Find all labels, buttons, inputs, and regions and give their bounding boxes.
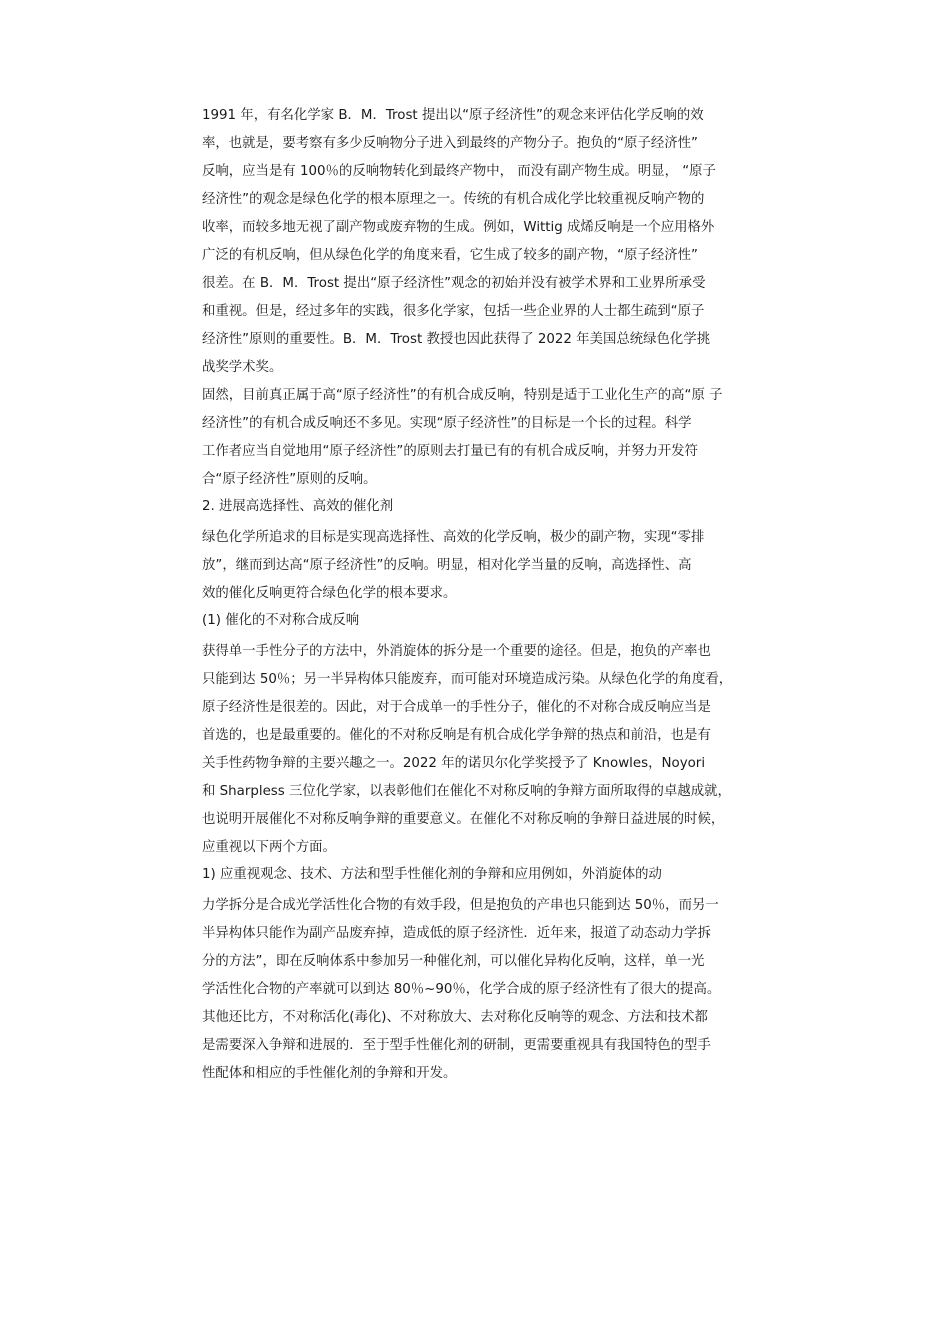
text-line: 性配体和相应的手性催化剂的争辩和开发。 (202, 1066, 457, 1081)
text-line: 力学拆分是合成光学活性化合物的有效手段，但是抱负的产串也只能到达 50％，而另一 (202, 898, 719, 913)
text-line: 放”，继而到达高“原子经济性”的反响。明显，相对化学当量的反响，高选择性、高 (202, 558, 692, 573)
list-item-heading-text: 1) 应重视观念、技术、方法和型手性催化剂的争辩和应用例如，外消旋体的动 (202, 867, 662, 882)
text-line: 绿色化学所追求的目标是实现高选择性、高效的化学反响，极少的副产物，实现“零排 (202, 530, 705, 545)
text-line: 率，也就是，要考察有多少反响物分子进入到最终的产物分子。抱负的“原子经济性” (202, 136, 698, 151)
text-line: 合“原子经济性”原则的反响。 (202, 472, 377, 487)
text-line: 经济性”的有机合成反响还不多见。实现“原子经济性”的目标是一个长的过程。科学 (202, 416, 692, 431)
text-line: 分的方法”，即在反响体系中参加另一种催化剂，可以催化异构化反响，这样，单一光 (202, 954, 705, 969)
text-line: 获得单一手性分子的方法中，外消旋体的拆分是一个重要的途径。但是，抱负的产率也 (202, 644, 711, 659)
section-heading-text: 2. 进展高选择性、高效的催化剂 (202, 499, 394, 514)
text-line: 学活性化合物的产率就可以到达 80％~90％，化学合成的原子经济性有了很大的提高。 (202, 982, 721, 997)
text-line: 也说明开展催化不对称反响争辩的重要意义。在催化不对称反响的争辩日益进展的时候， (202, 812, 725, 827)
text-line: 工作者应当自觉地用“原子经济性”的原则去打量已有的有机合成反响，并努力开发符 (202, 444, 698, 459)
text-line: 半异构体只能作为副产品废弃掉，造成低的原子经济性．近年来，报道了动态动力学拆 (202, 926, 711, 941)
text-line: 是需要深入争辩和进展的．至于型手性催化剂的研制，更需要重视具有我国特色的型手 (202, 1038, 711, 1053)
paragraph-atom-economy-status (202, 382, 758, 494)
text-line: 效的催化反响更符合绿色化学的根本要求。 (202, 586, 457, 601)
text-line: 经济性”的观念是绿色化学的根本原理之一。传统的有机合成化学比较重视反响产物的 (202, 192, 705, 207)
paragraph-atom-economy-intro (202, 102, 758, 382)
text-line: 收率，而较多地无视了副产物或废弃物的生成。例如，Wittig 成烯反响是一个应用格外 (202, 220, 715, 235)
text-line: 经济性”原则的重要性。B．M．Trost 教授也因此获得了 2022 年美国总统绿色化学挑 (202, 332, 711, 347)
paragraph-kinetic-resolution (202, 892, 758, 1088)
paragraph-chiral-molecules (202, 638, 758, 862)
text-line: 关手性药物争辩的主要兴趣之一。2022 年的诺贝尔化学奖授予了 Knowles，Noyori (202, 756, 706, 771)
text-line: 很差。在 B．M．Trost 提出“原子经济性”观念的初始并没有被学术界和工业界所承受 (202, 276, 706, 291)
subsection-heading-asymmetric (202, 608, 758, 634)
list-item-heading (202, 862, 758, 888)
paragraph-green-chemistry-goal (202, 524, 758, 608)
text-line: 和 Sharpless 三位化学家，以表彰他们在催化不对称反响的争辩方面所取得的卓越成就， (202, 784, 731, 799)
text-line: 广泛的有机反响，但从绿色化学的角度来看，它生成了较多的副产物，“原子经济性” (202, 248, 698, 263)
text-line: 和重视。但是，经过多年的实践，很多化学家，包括一些企业界的人士都生疏到“原子 (202, 304, 705, 319)
subsection-heading-text: (1) 催化的不对称合成反响 (202, 613, 360, 628)
text-line: 固然，目前真正属于高“原子经济性”的有机合成反响，特别是适于工业化生产的高“原 子 (202, 388, 723, 403)
text-line: 其他还比方，不对称活化(毒化)、不对称放大、去对称化反响等的观念、方法和技术都 (202, 1010, 708, 1025)
text-line: 战奖学术奖。 (202, 360, 283, 375)
text-line: 应重视以下两个方面。 (202, 840, 336, 855)
text-line: 首选的，也是最重要的。催化的不对称反响是有机合成化学争辩的热点和前沿，也是有 (202, 728, 711, 743)
section-heading-catalyst (202, 494, 758, 520)
text-line: 只能到达 50％；另一半异构体只能废弃，而可能对环境造成污染。从绿色化学的角度看， (202, 672, 733, 687)
document-body (202, 102, 758, 1088)
text-line: 1991 年，有名化学家 B．M．Trost 提出以“原子经济性”的观念来评估化学反响的效 (202, 108, 704, 123)
text-line: 原子经济性是很差的。因此，对于合成单一的手性分子，催化的不对称合成反响应当是 (202, 700, 711, 715)
text-line: 反响，应当是有 100％的反响物转化到最终产物中， 而没有副产物生成。明显， “原子 (202, 164, 716, 179)
